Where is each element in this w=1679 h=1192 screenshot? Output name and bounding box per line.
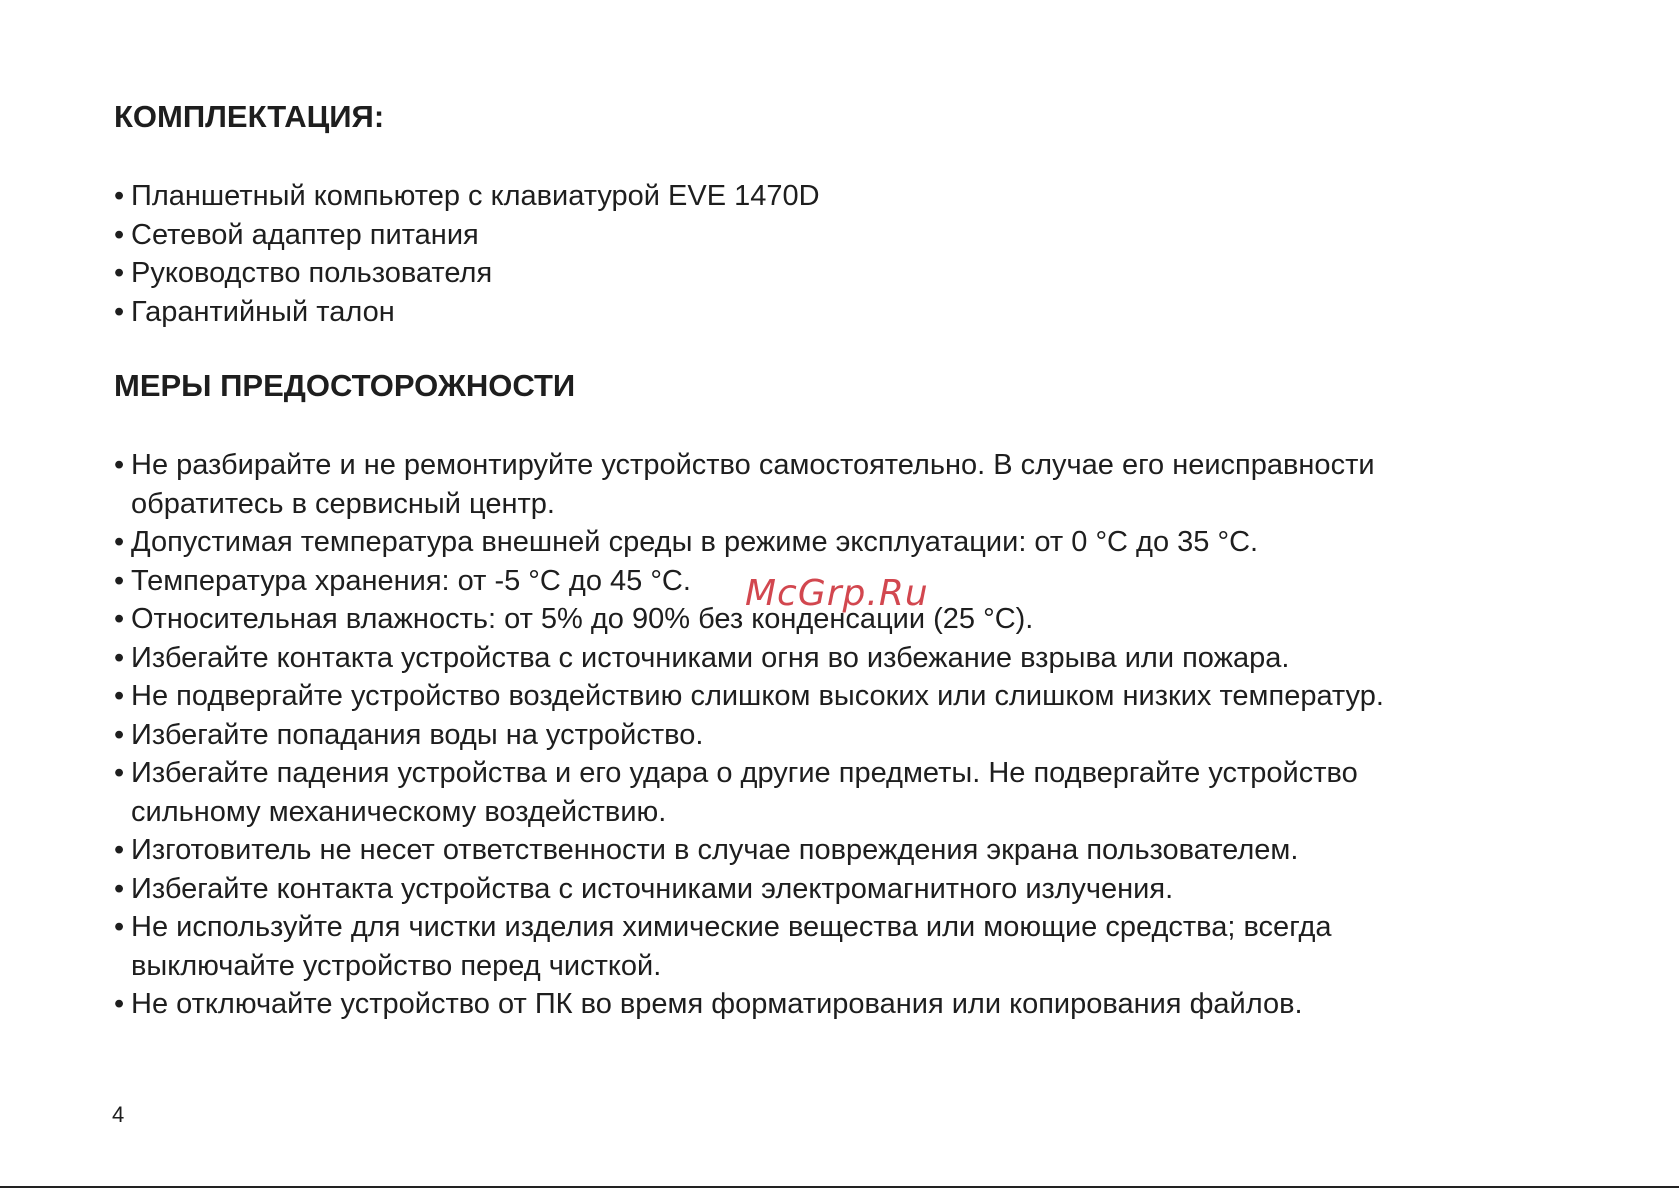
bullet-icon: •: [114, 988, 125, 1020]
watermark: McGrp.Ru: [745, 573, 929, 614]
safety-heading: МЕРЫ ПРЕДОСТОРОЖНОСТИ: [114, 368, 576, 403]
bullet-icon: •: [114, 257, 125, 289]
list-item: • Избегайте контакта устройства с источниками электромагнитного излучения.: [114, 870, 1384, 909]
bullet-icon: •: [114, 564, 125, 597]
kit-heading: КОМПЛЕКТАЦИЯ:: [114, 99, 385, 134]
safety-list: [114, 446, 1384, 1024]
list-item: • Допустимая температура внешней среды в режиме эксплуатации: от 0 °C до 35 °C.: [114, 523, 1384, 562]
page-number: 4: [112, 1102, 125, 1127]
list-item: • Относительная влажность: от 5% до 90% без конденсации (25 °C).: [114, 600, 1384, 639]
bullet-icon: •: [114, 641, 125, 674]
list-item: • Изготовитель не несет ответственности в случае повреждения экрана пользователем.: [114, 831, 1384, 870]
list-item: • Не отключайте устройство от ПК во время форматирования или копирования файлов.: [114, 985, 1384, 1024]
list-item: • Избегайте падения устройства и его удара о другие предметы. Не подвергайте устройство сильному механическому воздействию.: [114, 754, 1384, 831]
list-item: • Избегайте попадания воды на устройство.: [114, 716, 1384, 755]
bullet-icon: •: [114, 872, 125, 905]
bullet-icon: •: [114, 295, 125, 328]
list-item: • Сетевой адаптер питания: [114, 216, 820, 255]
list-item: • Гарантийный талон: [114, 293, 820, 332]
list-item: • Не используйте для чистки изделия химические вещества или моющие средства; всегда выключайте устройство перед чисткой.: [114, 908, 1384, 985]
kit-list: [114, 177, 820, 331]
list-item: • Руководство пользователя: [114, 254, 820, 293]
bullet-icon: •: [114, 603, 125, 635]
bullet-icon: •: [114, 757, 125, 789]
bullet-icon: •: [114, 680, 125, 712]
list-item: • Не подвергайте устройство воздействию слишком высоких или слишком низких температур.: [114, 677, 1384, 716]
bullet-icon: •: [114, 218, 125, 251]
list-item: • Избегайте контакта устройства с источниками огня во избежание взрыва или пожара.: [114, 639, 1384, 678]
bullet-icon: •: [114, 449, 125, 481]
list-item: • Не разбирайте и не ремонтируйте устройство самостоятельно. В случае его неисправности обратитесь в сервисный центр.: [114, 446, 1384, 523]
list-item: • Планшетный компьютер с клавиатурой EVE 1470D: [114, 177, 820, 216]
bullet-icon: •: [114, 526, 125, 558]
bottom-divider: [0, 1186, 1679, 1188]
bullet-icon: •: [114, 718, 125, 751]
bullet-icon: •: [114, 911, 125, 943]
list-item: • Температура хранения: от -5 °C до 45 °C.: [114, 562, 1384, 601]
bullet-icon: •: [114, 834, 125, 866]
bullet-icon: •: [114, 180, 125, 212]
